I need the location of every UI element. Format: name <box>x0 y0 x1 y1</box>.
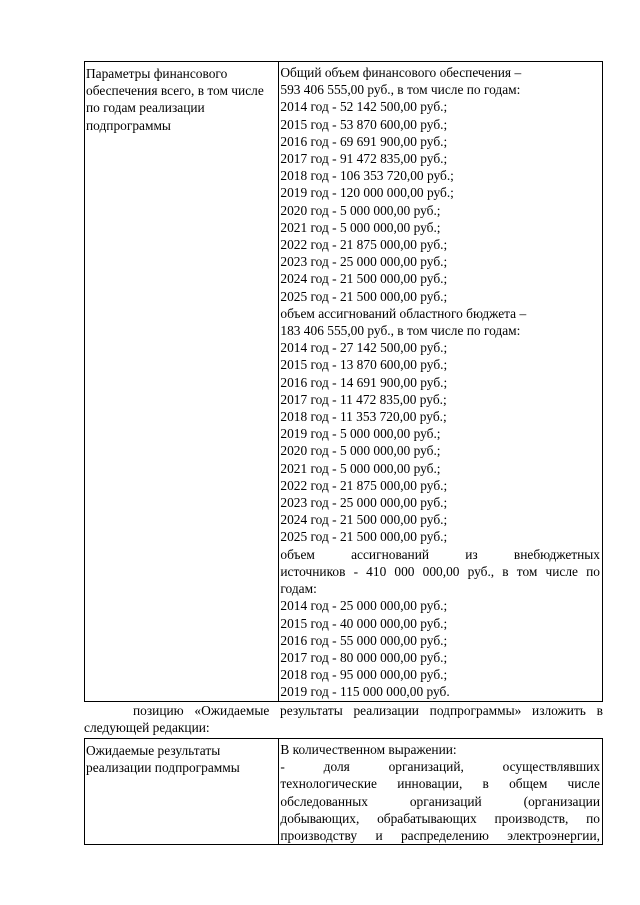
regional-year-line-8: 2022 год - 21 875 000,00 руб.; <box>280 477 448 493</box>
total-year-line-6: 2020 год - 5 000 000,00 руб.; <box>280 202 441 218</box>
results-line-4: обследованных организаций (организации <box>280 793 600 809</box>
total-year-line-10: 2024 год - 21 500 000,00 руб.; <box>280 271 448 287</box>
regional-year-line-1: 2015 год - 13 870 600,00 руб.; <box>280 357 448 373</box>
results-label-cell <box>85 739 279 845</box>
extrabudget-year-line-5: 2019 год - 115 000 000,00 руб. <box>280 684 450 700</box>
financing-values-cell <box>279 62 603 702</box>
total-year-line-2: 2016 год - 69 691 900,00 руб.; <box>280 133 448 149</box>
financing-table <box>84 61 603 702</box>
regional-year-line-11: 2025 год - 21 500 000,00 руб.; <box>280 529 448 545</box>
total-year-line-1: 2015 год - 53 870 600,00 руб.; <box>280 116 448 132</box>
extrabudget-line-2: источников - 410 000 000,00 руб., в том числе по <box>280 563 600 579</box>
total-header-line-1: Общий объем финансового обеспечения – <box>280 65 522 80</box>
regional-years-list <box>280 339 602 545</box>
regional-year-line-5: 2019 год - 5 000 000,00 руб.; <box>280 426 441 442</box>
results-table <box>84 738 603 845</box>
results-line-5: добывающих, обрабатывающих производств, по <box>280 810 600 826</box>
results-line-6: производству и распределению электроэнергии, <box>280 828 600 844</box>
financing-label-cell <box>85 62 279 702</box>
extrabudget-year-line-2: 2016 год - 55 000 000,00 руб.; <box>280 632 448 648</box>
results-label: Ожидаемые результаты реализации подпрограммы <box>86 743 240 776</box>
total-year-line-4: 2018 год - 106 353 720,00 руб.; <box>280 168 454 184</box>
total-year-line-5: 2019 год - 120 000 000,00 руб.; <box>280 185 454 201</box>
financing-values <box>279 62 602 701</box>
total-year-line-7: 2021 год - 5 000 000,00 руб.; <box>280 219 441 235</box>
regional-year-line-7: 2021 год - 5 000 000,00 руб.; <box>280 460 441 476</box>
regional-year-line-4: 2018 год - 11 353 720,00 руб.; <box>280 409 447 425</box>
financing-label: Параметры финансового обеспечения всего, в том числе по годам реализации подпрограммы <box>86 66 264 133</box>
extrabudget-year-line-4: 2018 год - 95 000 000,00 руб.; <box>280 667 448 683</box>
results-line-1: В количественном выражении: <box>280 742 457 757</box>
results-values <box>279 739 602 844</box>
regional-year-line-10: 2024 год - 21 500 000,00 руб.; <box>280 512 448 528</box>
regional-year-line-3: 2017 год - 11 472 835,00 руб.; <box>280 391 447 407</box>
results-line-2: - доля организаций, осуществлявших <box>280 759 600 775</box>
regional-header-line-2: 183 406 555,00 руб., в том числе по годам: <box>280 323 521 339</box>
regional-year-line-9: 2023 год - 25 000 000,00 руб.; <box>280 495 448 511</box>
extrabudget-year-line-0: 2014 год - 25 000 000,00 руб.; <box>280 598 448 614</box>
total-years-list <box>280 98 602 304</box>
extrabudget-line-3: годам: <box>280 581 317 597</box>
total-header-line-2: 593 406 555,00 руб., в том числе по годам: <box>280 82 521 98</box>
results-line-3: технологические инновации, в общем числе <box>280 776 600 792</box>
extrabudget-line-1: объем ассигнований из внебюджетных <box>280 546 600 562</box>
results-values-cell <box>279 739 603 845</box>
regional-year-line-6: 2020 год - 5 000 000,00 руб.; <box>280 443 441 459</box>
extrabudget-year-line-1: 2015 год - 40 000 000,00 руб.; <box>280 615 448 631</box>
regional-header-line-1: объем ассигнований областного бюджета – <box>280 305 527 321</box>
total-year-line-9: 2023 год - 25 000 000,00 руб.; <box>280 254 448 270</box>
total-year-line-3: 2017 год - 91 472 835,00 руб.; <box>280 151 448 167</box>
total-year-line-11: 2025 год - 21 500 000,00 руб.; <box>280 288 448 304</box>
total-year-line-0: 2014 год - 52 142 500,00 руб.; <box>280 99 448 115</box>
extrabudget-year-line-3: 2017 год - 80 000 000,00 руб.; <box>280 649 448 665</box>
total-year-line-8: 2022 год - 21 875 000,00 руб.; <box>280 237 448 253</box>
regional-year-line-2: 2016 год - 14 691 900,00 руб.; <box>280 374 448 390</box>
amendment-paragraph: позицию «Ожидаемые результаты реализации подпрограммы» изложить в следующей редакции: <box>84 703 603 735</box>
extrabudget-years-list <box>280 597 602 700</box>
regional-year-line-0: 2014 год - 27 142 500,00 руб.; <box>280 340 448 356</box>
